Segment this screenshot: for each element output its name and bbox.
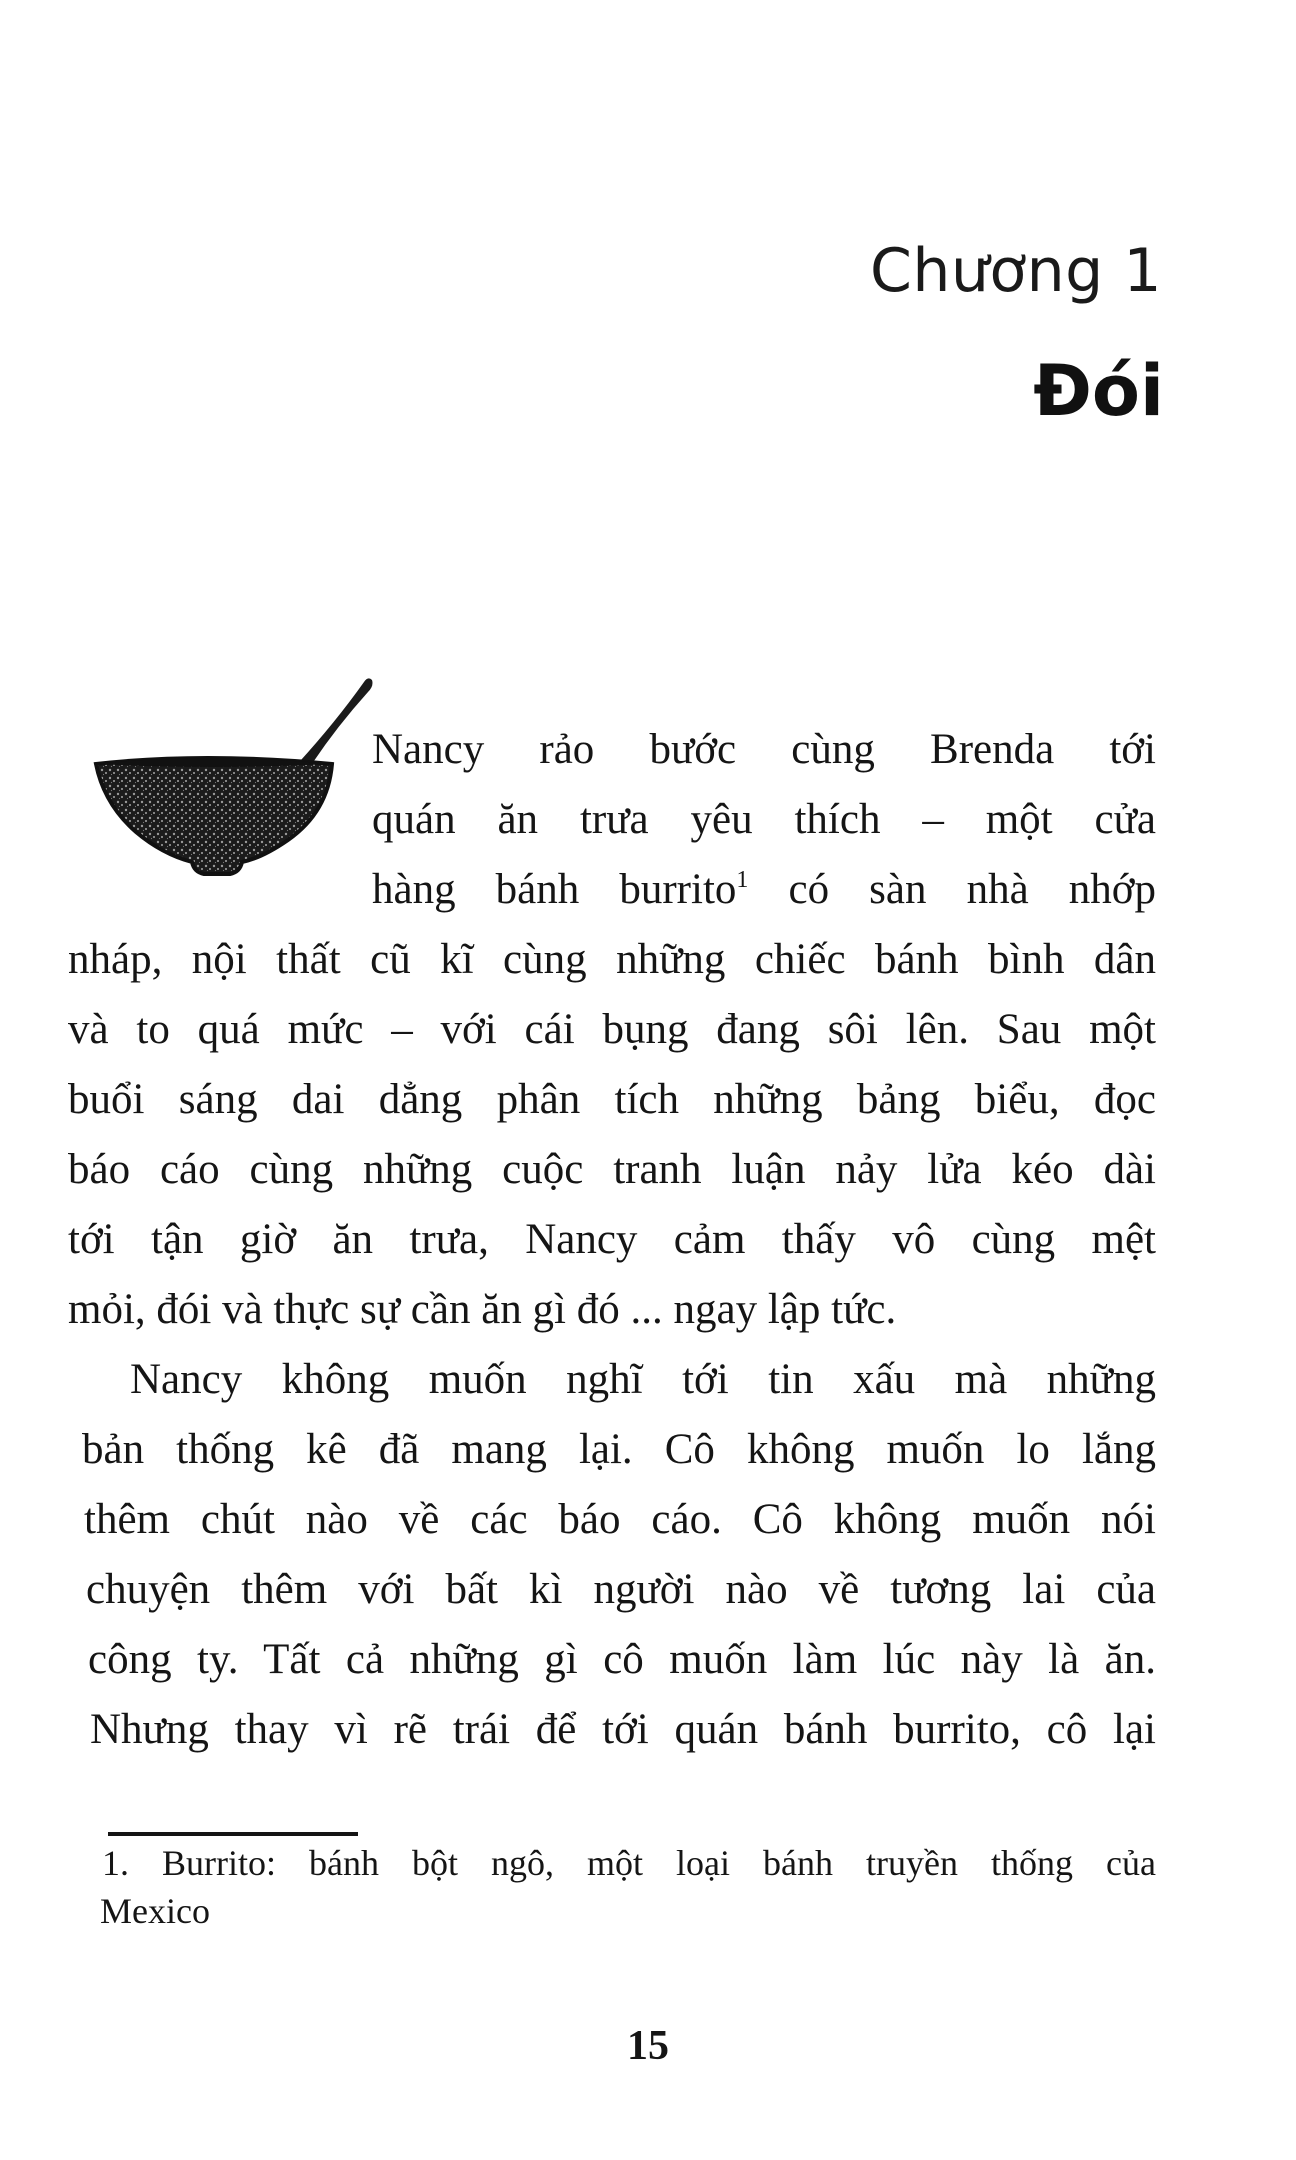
paragraph-2-line-5: công ty. Tất cả những gì cô muốn làm lúc này là ăn. [88, 1636, 1156, 1683]
paragraph-2-line-1: Nancy không muốn nghĩ tới tin xấu mà những [130, 1356, 1156, 1403]
paragraph-1-line-1: Nancy rảo bước cùng Brenda tới [372, 726, 1156, 773]
bowl-with-spoon-icon [92, 672, 392, 902]
paragraph-1-line-6: buổi sáng dai dẳng phân tích những bảng biểu, đọc [68, 1076, 1156, 1123]
paragraph-1-line-4: nháp, nội thất cũ kĩ cùng những chiếc bánh bình dân [68, 936, 1156, 983]
footnote-line-1: 1. Burrito: bánh bột ngô, một loại bánh truyền thống của [102, 1843, 1156, 1883]
chapter-title: Đói [1033, 350, 1164, 432]
line-3-tail: có sàn nhà nhớp [748, 866, 1156, 913]
paragraph-2-line-2: bản thống kê đã mang lại. Cô không muốn lo lắng [82, 1426, 1156, 1473]
chapter-label: Chương 1 [869, 236, 1162, 306]
footnote-divider [108, 1832, 358, 1836]
paragraph-1-line-7: báo cáo cùng những cuộc tranh luận nảy lửa kéo dài [68, 1146, 1156, 1193]
paragraph-2-line-4: chuyện thêm với bất kì người nào về tương lai của [86, 1566, 1156, 1613]
paragraph-1-line-3 [372, 855, 1156, 925]
footnote-reference: 1 [736, 867, 749, 893]
paragraph-2-line-3: thêm chút nào về các báo cáo. Cô không muốn nói [84, 1496, 1156, 1543]
page-number: 15 [627, 2023, 669, 2069]
footnote-line-2: Mexico [100, 1891, 210, 1931]
paragraph-2-line-6: Nhưng thay vì rẽ trái để tới quán bánh burrito, cô lại [90, 1706, 1156, 1753]
line-3-start: hàng bánh burrito [372, 866, 737, 913]
paragraph-1-line-5: và to quá mức – với cái bụng đang sôi lên. Sau một [68, 1006, 1156, 1053]
paragraph-1-line-2: quán ăn trưa yêu thích – một cửa [372, 796, 1156, 843]
paragraph-1-line-8: tới tận giờ ăn trưa, Nancy cảm thấy vô cùng mệt [68, 1216, 1156, 1263]
paragraph-1-line-9: mỏi, đói và thực sự cần ăn gì đó ... ngay lập tức. [68, 1286, 897, 1333]
